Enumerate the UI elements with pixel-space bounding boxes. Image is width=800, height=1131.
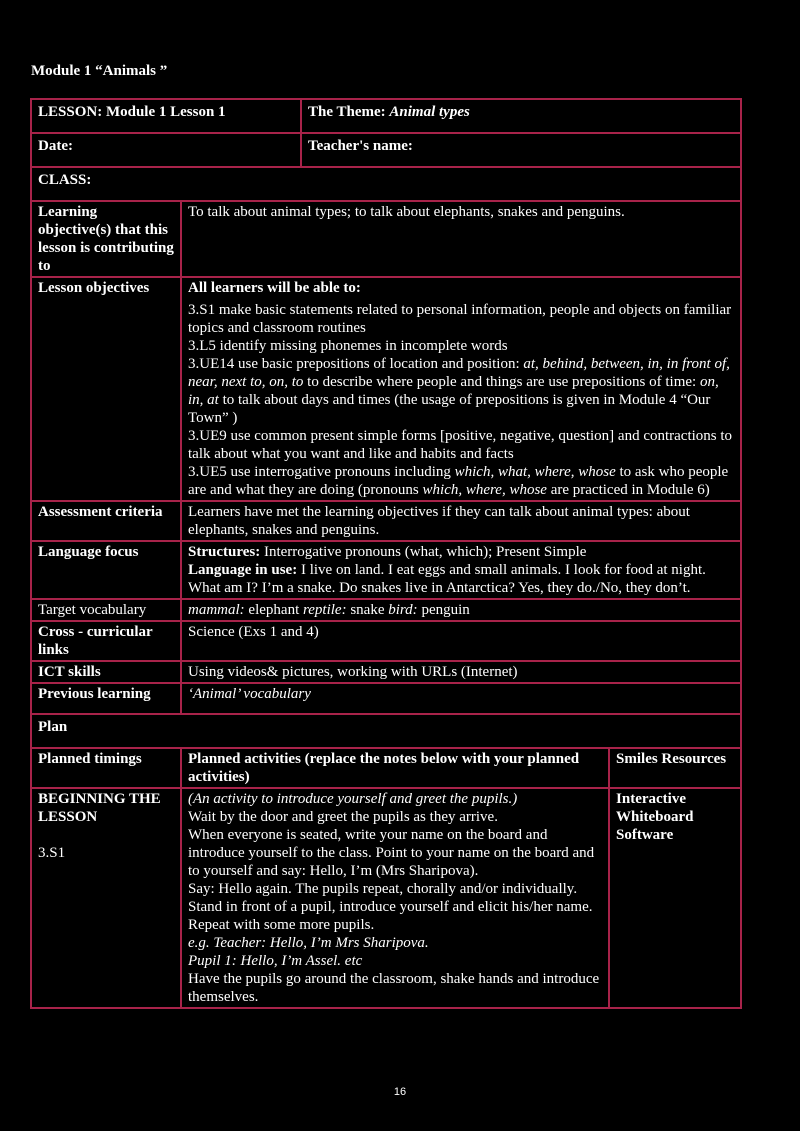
previous-learning-value: ‘Animal’ vocabulary — [181, 683, 741, 714]
objective-ue5: 3.UE5 use interrogative pronouns including which, what, where, whose to ask who people are and what they are doing (pronouns which, where, whose are practiced in Module 6) — [188, 464, 729, 498]
activity-p4: Repeat with some more pupils. — [188, 917, 375, 933]
lesson-row — [31, 99, 741, 133]
vocabulary-label: Target vocabulary — [31, 599, 181, 621]
plan-label: Plan — [31, 714, 741, 748]
activity-example-1: e.g. Teacher: Hello, I’m Mrs Sharipova. — [188, 935, 429, 951]
ict-row — [31, 661, 741, 683]
planned-activities-header: Planned activities (replace the notes below with your planned activities) — [181, 748, 609, 788]
previous-learning-row — [31, 683, 741, 714]
objective-l5: 3.L5 identify missing phonemes in incomplete words — [188, 338, 508, 354]
lesson-objectives-row — [31, 277, 741, 501]
language-use-line2: What am I? I’m a snake. Do snakes live in Antarctica? Yes, they do./No, they don’t. — [188, 580, 691, 596]
language-focus-label: Language focus — [31, 541, 181, 599]
lesson-objectives-label: Lesson objectives — [31, 277, 181, 501]
language-focus-value — [181, 541, 741, 599]
activity-intro: (An activity to introduce yourself and greet the pupils.) — [188, 791, 518, 807]
structures-value: Interrogative pronouns (what, which); Present Simple — [260, 544, 587, 560]
lesson-plan-table — [30, 98, 742, 1009]
assessment-row — [31, 501, 741, 541]
objective-ue14: 3.UE14 use basic prepositions of location and position: at, behind, between, in, in front of, near, next to, on, to to describe where people and things are use prepositions of time: on, in, at to talk about days and times (the usage of prepositions is given in Module 4 “Our Town” ) — [188, 356, 730, 426]
date-cell: Date: — [31, 133, 301, 167]
class-row — [31, 167, 741, 201]
objective-s1: 3.S1 make basic statements related to personal information, people and objects on familiar topics and classroom routines — [188, 302, 732, 336]
teacher-cell: Teacher's name: — [301, 133, 741, 167]
plan-header-row — [31, 748, 741, 788]
vocabulary-value: mammal: elephant reptile: snake bird: penguin — [181, 599, 741, 621]
resources-header: Smiles Resources — [609, 748, 741, 788]
theme-cell — [301, 99, 741, 133]
activity-p1: Wait by the door and greet the pupils as they arrive. — [188, 809, 498, 825]
language-use-value: I live on land. I eat eggs and small animals. I look for food at night. — [297, 562, 706, 578]
cross-curricular-row — [31, 621, 741, 661]
activity-p3: Say: Hello again. The pupils repeat, chorally and/or individually. Stand in front of a pupil, introduce yourself and elicit his/her name. — [188, 881, 593, 915]
page-number: 16 — [393, 1086, 407, 1098]
lesson-cell: LESSON: Module 1 Lesson 1 — [31, 99, 301, 133]
activity-example-2: Pupil 1: Hello, I’m Assel. etc — [188, 953, 363, 969]
beginning-activities — [181, 788, 609, 1008]
activity-p5: Have the pupils go around the classroom, shake hands and introduce themselves. — [188, 971, 600, 1005]
beginning-resources: Interactive Whiteboard Software — [609, 788, 741, 1008]
class-cell: CLASS: — [31, 167, 741, 201]
ict-label: ICT skills — [31, 661, 181, 683]
plan-row — [31, 714, 741, 748]
assessment-value: Learners have met the learning objectives if they can talk about animal types: about elephants, snakes and penguins. — [181, 501, 741, 541]
activity-p2: When everyone is seated, write your name on the board and introduce yourself to the class. Point to your name on the board and to yourself and say: Hello, I’m (Mrs Sharipova). — [188, 827, 595, 879]
learning-objectives-label: Learning objective(s) that this lesson is contributing to — [31, 201, 181, 277]
previous-learning-label: Previous learning — [31, 683, 181, 714]
ict-value: Using videos& pictures, working with URLs (Internet) — [181, 661, 741, 683]
cross-curricular-label: Cross - curricular links — [31, 621, 181, 661]
lesson-objectives-heading: All learners will be able to: — [188, 280, 361, 296]
vocabulary-row — [31, 599, 741, 621]
learning-objectives-row — [31, 201, 741, 277]
lesson-objectives-value — [181, 277, 741, 501]
beginning-label: BEGINNING THE LESSON — [38, 791, 161, 825]
objective-ue9: 3.UE9 use common present simple forms [positive, negative, question] and contractions to talk about what you want and like and habits and facts — [188, 428, 733, 462]
theme-label: The Theme: — [308, 104, 390, 120]
assessment-label: Assessment criteria — [31, 501, 181, 541]
learning-objectives-value: To talk about animal types; to talk about elephants, snakes and penguins. — [181, 201, 741, 277]
date-row — [31, 133, 741, 167]
cross-curricular-value: Science (Exs 1 and 4) — [181, 621, 741, 661]
module-title: Module 1 “Animals ” — [31, 63, 168, 79]
structures-label: Structures: — [188, 544, 261, 560]
planned-timings-header: Planned timings — [31, 748, 181, 788]
beginning-cell — [31, 788, 181, 1008]
language-use-label: Language in use: — [188, 562, 298, 578]
beginning-row — [31, 788, 741, 1008]
theme-value: Animal types — [389, 104, 470, 120]
beginning-code: 3.S1 — [38, 845, 66, 861]
language-focus-row — [31, 541, 741, 599]
